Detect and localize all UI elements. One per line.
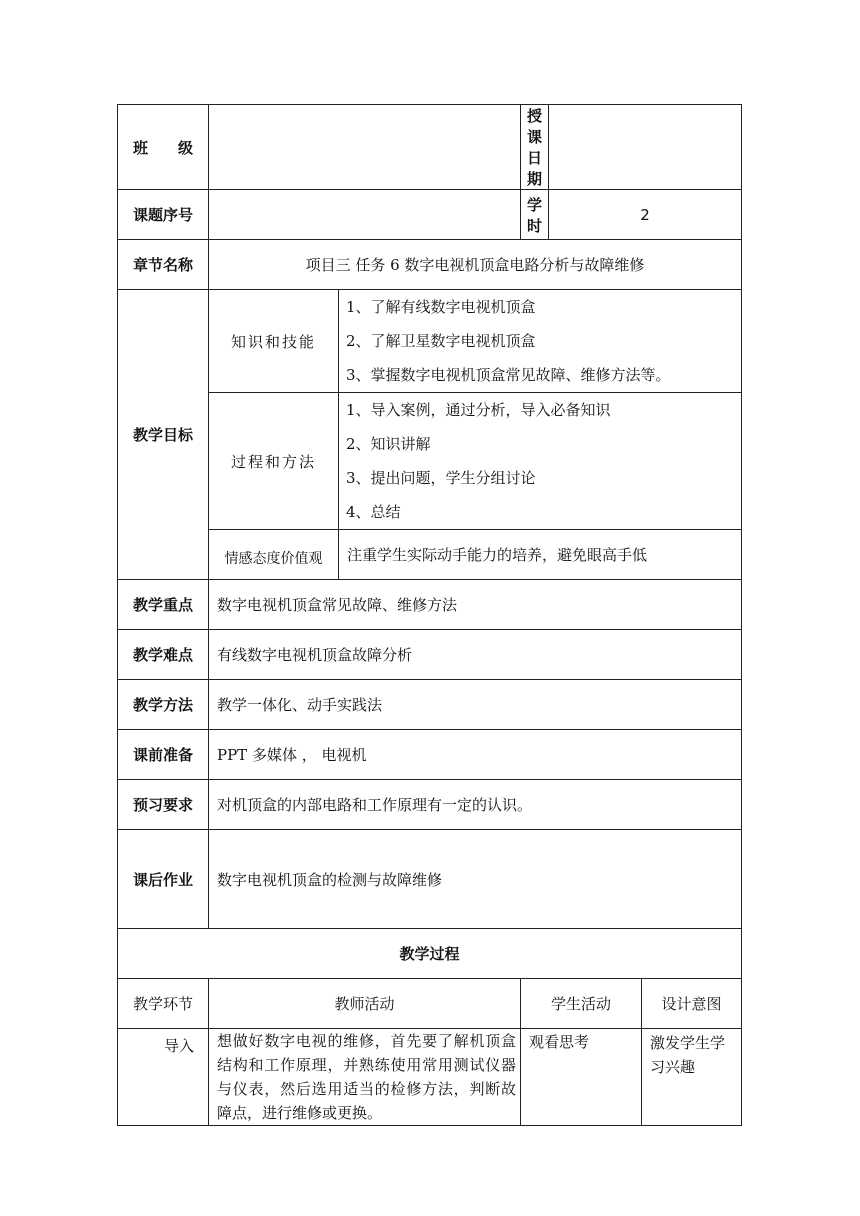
process-item: 4、总结 bbox=[346, 503, 401, 521]
student-cell: 观看思考 bbox=[521, 1029, 642, 1126]
knowledge-items bbox=[339, 290, 742, 393]
key-row bbox=[118, 580, 742, 630]
process-item: 2、知识讲解 bbox=[346, 435, 431, 453]
process-goal-row bbox=[118, 393, 742, 530]
header-student: 学生活动 bbox=[521, 979, 642, 1029]
header-intent: 设计意图 bbox=[642, 979, 742, 1029]
process-items bbox=[339, 393, 742, 530]
attitude-label: 情感态度价值观 bbox=[209, 530, 339, 580]
prep-label: 课前准备 bbox=[118, 730, 209, 780]
chapter-value: 项目三 任务 6 数字电视机顶盒电路分析与故障维修 bbox=[209, 240, 742, 290]
header-stage: 教学环节 bbox=[118, 979, 209, 1029]
method-value: 教学一体化、动手实践法 bbox=[209, 680, 742, 730]
knowledge-label: 知识和技能 bbox=[209, 290, 339, 393]
key-label: 教学重点 bbox=[118, 580, 209, 630]
date-label: 授课日期 bbox=[521, 105, 549, 190]
process-title-row bbox=[118, 929, 742, 979]
attitude-value: 注重学生实际动手能力的培养，避免眼高手低 bbox=[339, 530, 742, 580]
process-label: 过程和方法 bbox=[209, 393, 339, 530]
key-value: 数字电视机顶盒常见故障、维修方法 bbox=[209, 580, 742, 630]
preview-label: 预习要求 bbox=[118, 780, 209, 830]
topic-row bbox=[118, 190, 742, 240]
class-value bbox=[209, 105, 521, 190]
chapter-label: 章节名称 bbox=[118, 240, 209, 290]
hours-label: 学 时 bbox=[521, 190, 549, 240]
preview-value: 对机顶盒的内部电路和工作原理有一定的认识。 bbox=[209, 780, 742, 830]
chapter-row bbox=[118, 240, 742, 290]
intent-cell: 激发学生学习兴趣 bbox=[642, 1029, 742, 1126]
knowledge-item: 3、掌握数字电视机顶盒常见故障、维修方法等。 bbox=[346, 366, 671, 384]
goals-label: 教学目标 bbox=[118, 290, 209, 580]
homework-label: 课后作业 bbox=[118, 830, 209, 929]
homework-row bbox=[118, 830, 742, 929]
stage-cell: 导入 bbox=[118, 1029, 209, 1126]
process-item: 1、导入案例，通过分析，导入必备知识 bbox=[346, 401, 611, 419]
prep-value: PPT 多媒体 ， 电视机 bbox=[209, 730, 742, 780]
knowledge-item: 1、了解有线数字电视机顶盒 bbox=[346, 298, 536, 316]
process-row bbox=[118, 1029, 742, 1126]
knowledge-item: 2、了解卫星数字电视机顶盒 bbox=[346, 332, 536, 350]
difficult-value: 有线数字电视机顶盒故障分析 bbox=[209, 630, 742, 680]
topic-no-value bbox=[209, 190, 521, 240]
attitude-row bbox=[118, 530, 742, 580]
process-title: 教学过程 bbox=[118, 929, 742, 979]
difficult-row bbox=[118, 630, 742, 680]
difficult-label: 教学难点 bbox=[118, 630, 209, 680]
teacher-cell: 想做好数字电视的维修，首先要了解机顶盒结构和工作原理，并熟练使用常用测试仪器与仪表，然后选用适当的检修方法，判断故障点，进行维修或更换。 bbox=[209, 1029, 521, 1126]
knowledge-row bbox=[118, 290, 742, 393]
homework-value: 数字电视机顶盒的检测与故障维修 bbox=[209, 830, 742, 929]
class-label: 班 级 bbox=[118, 105, 209, 190]
hours-value: 2 bbox=[549, 190, 742, 240]
topic-no-label: 课题序号 bbox=[118, 190, 209, 240]
date-value bbox=[549, 105, 742, 190]
lesson-plan-table bbox=[117, 104, 742, 1126]
prep-row bbox=[118, 730, 742, 780]
process-item: 3、提出问题，学生分组讨论 bbox=[346, 469, 536, 487]
method-row bbox=[118, 680, 742, 730]
preview-row bbox=[118, 780, 742, 830]
process-header-row bbox=[118, 979, 742, 1029]
header-teacher: 教师活动 bbox=[209, 979, 521, 1029]
method-label: 教学方法 bbox=[118, 680, 209, 730]
class-row bbox=[118, 105, 742, 190]
